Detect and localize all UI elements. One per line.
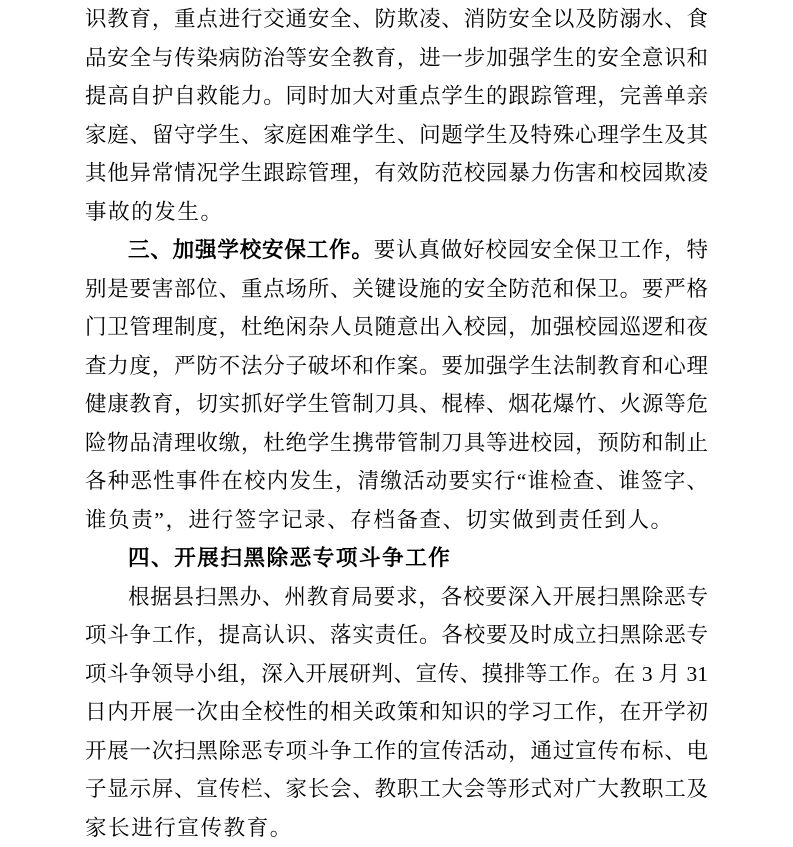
document-body: [85, 0, 708, 847]
text-line: [85, 231, 708, 270]
body-text-run: 家长进行宣传教育。: [85, 815, 293, 840]
text-line: [85, 616, 708, 655]
text-line: [85, 308, 708, 347]
text-line: [85, 693, 708, 732]
body-text-run: 项斗争工作，提高认识、落实责任。各校要及时成立扫黑除恶专: [85, 623, 708, 647]
body-text-run: 家庭、留守学生、家庭困难学生、问题学生及特殊心理学生及其: [85, 122, 708, 147]
text-line: [85, 501, 708, 540]
text-line: [85, 655, 708, 694]
body-text-run: 品安全与传染病防治等安全教育，进一步加强学生的安全意识和: [85, 45, 708, 70]
body-text-run: 险物品清理收缴，杜绝学生携带管制刀具等进校园，预防和制止: [85, 430, 708, 455]
text-line: [85, 193, 708, 232]
body-text-run: 提高自护自救能力。同时加大对重点学生的跟踪管理，完善单亲: [85, 84, 708, 108]
body-text-run: 项斗争领导小组，深入开展研判、宣传、摸排等工作。在 3 月 31: [85, 661, 708, 686]
body-text-run: 识教育，重点进行交通安全、防欺凌、消防安全以及防溺水、食: [85, 7, 708, 31]
text-line: [85, 770, 708, 809]
text-line: [85, 39, 708, 78]
body-text-run: 子显示屏、宣传栏、家长会、教职工大会等形式对广大教职工及: [85, 777, 708, 801]
text-line: [85, 154, 708, 193]
text-line: [85, 77, 708, 116]
heading-text-run: 四、开展扫黑除恶专项斗争工作: [128, 546, 452, 570]
body-text-run: 门卫管理制度，杜绝闲杂人员随意出入校园，加强校园巡逻和夜: [85, 315, 708, 339]
text-line: [85, 385, 708, 424]
body-text-run: 谁负责”，进行签字记录、存档备查、切实做到责任到人。: [85, 507, 674, 532]
text-line: [85, 539, 708, 578]
body-text-run: 开展一次扫黑除恶专项斗争工作的宣传活动，通过宣传布标、电: [85, 738, 708, 763]
body-text-run: 各种恶性事件在校内发生，清缴活动要实行“谁检查、谁签字、: [85, 469, 708, 493]
text-line: [85, 732, 708, 771]
body-text-run: 查力度，严防不法分子破坏和作案。要加强学生法制教育和心理: [85, 353, 708, 378]
heading-text-run: 三、加强学校安保工作。: [128, 238, 374, 262]
text-line: [85, 347, 708, 386]
text-line: [85, 116, 708, 155]
text-line: [85, 0, 708, 39]
body-text-run: 别是要害部位、重点场所、关键设施的安全防范和保卫。要严格: [85, 276, 708, 301]
text-line: [85, 424, 708, 463]
body-text-run: 其他异常情况学生跟踪管理，有效防范校园暴力伤害和校园欺凌: [85, 161, 708, 185]
text-line: [85, 809, 708, 847]
body-text-run: 根据县扫黑办、州教育局要求，各校要深入开展扫黑除恶专: [128, 584, 708, 609]
text-line: [85, 270, 708, 309]
text-line: [85, 462, 708, 501]
body-text-run: 日内开展一次由全校性的相关政策和知识的学习工作，在开学初: [85, 700, 708, 724]
text-line: [85, 578, 708, 617]
body-text-run: 健康教育，切实抓好学生管制刀具、棍棒、烟花爆竹、火源等危: [85, 392, 708, 416]
body-text-run: 要认真做好校园安全保卫工作，特: [373, 238, 708, 262]
body-text-run: 事故的发生。: [85, 199, 224, 224]
